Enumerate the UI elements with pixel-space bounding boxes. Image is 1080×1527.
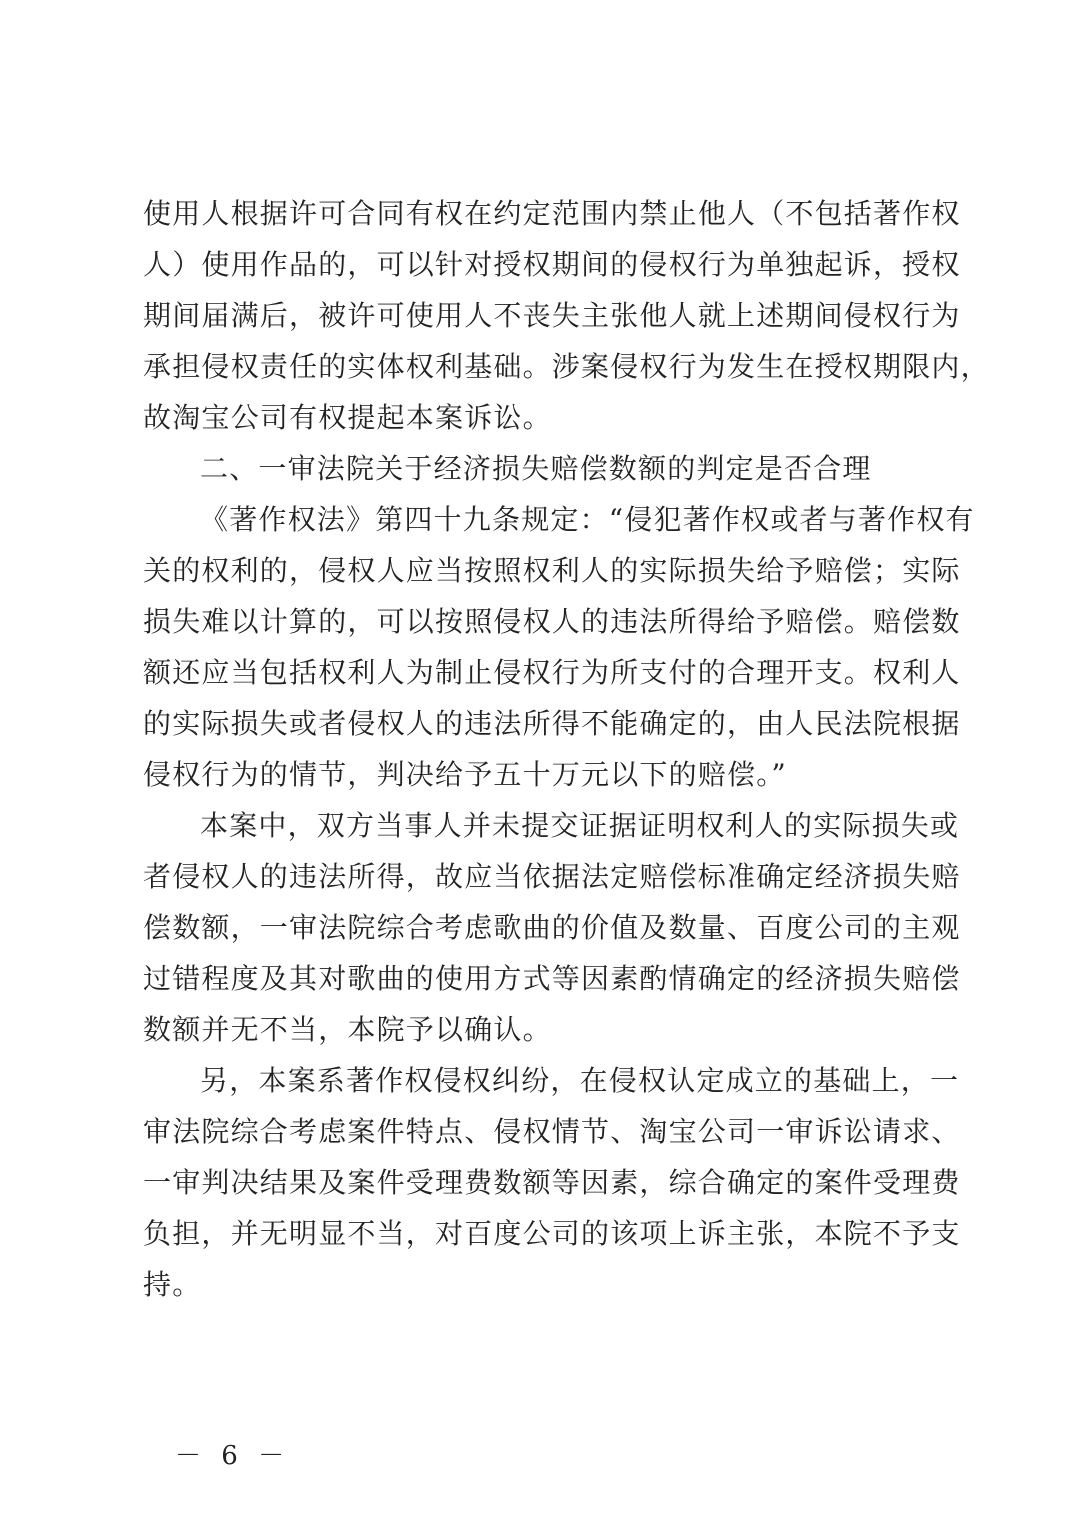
text-line: 《著作权法》第四十九条规定：“侵犯著作权或者与著作权有 <box>200 503 975 536</box>
paragraph-licensee-standing <box>143 188 990 443</box>
text-line: 审法院综合考虑案件特点、侵权情节、淘宝公司一审诉讼请求、 <box>143 1115 961 1148</box>
text-line: 额还应当包括权利人为制止侵权行为所支付的合理开支。权利人 <box>143 656 961 689</box>
text-line: 持。 <box>143 1268 202 1301</box>
text-line: 另，本案系著作权侵权纠纷，在侵权认定成立的基础上，一 <box>200 1064 960 1097</box>
text-line: 的实际损失或者侵权人的违法所得不能确定的，由人民法院根据 <box>143 707 961 740</box>
text-line: 关的权利的，侵权人应当按照权利人的实际损失给予赔偿；实际 <box>143 554 961 587</box>
document-body <box>143 188 990 1310</box>
text-line: 本案中，双方当事人并未提交证据证明权利人的实际损失或 <box>200 809 960 842</box>
text-line: 故淘宝公司有权提起本案诉讼。 <box>143 401 552 434</box>
paragraph-copyright-law-article-49 <box>143 494 975 800</box>
text-line: 侵权行为的情节，判决给予五十万元以下的赔偿。” <box>143 758 787 791</box>
text-line: 承担侵权责任的实体权利基础。涉案侵权行为发生在授权期限内， <box>143 350 990 383</box>
paragraph-case-fees <box>143 1055 961 1310</box>
text-line: 负担，并无明显不当，对百度公司的该项上诉主张，本院不予支 <box>143 1217 961 1250</box>
text-line: 数额并无不当，本院予以确认。 <box>143 1013 552 1046</box>
heading-line: 二、一审法院关于经济损失赔偿数额的判定是否合理 <box>200 452 872 485</box>
page-number: － 6 － <box>175 1441 291 1471</box>
text-line: 过错程度及其对歌曲的使用方式等因素酌情确定的经济损失赔偿 <box>143 962 961 995</box>
text-line: 偿数额，一审法院综合考虑歌曲的价值及数量、百度公司的主观 <box>143 911 961 944</box>
text-line: 使用人根据许可合同有权在约定范围内禁止他人（不包括著作权 <box>143 197 961 230</box>
paragraph-statutory-damages <box>143 800 961 1055</box>
section-heading-damages <box>143 443 943 494</box>
text-line: 一审判决结果及案件受理费数额等因素，综合确定的案件受理费 <box>143 1166 961 1199</box>
text-line: 人）使用作品的，可以针对授权期间的侵权行为单独起诉，授权 <box>143 248 961 281</box>
text-line: 损失难以计算的，可以按照侵权人的违法所得给予赔偿。赔偿数 <box>143 605 961 638</box>
text-line: 者侵权人的违法所得，故应当依据法定赔偿标准确定经济损失赔 <box>143 860 961 893</box>
text-line: 期间届满后，被许可使用人不丧失主张他人就上述期间侵权行为 <box>143 299 961 332</box>
